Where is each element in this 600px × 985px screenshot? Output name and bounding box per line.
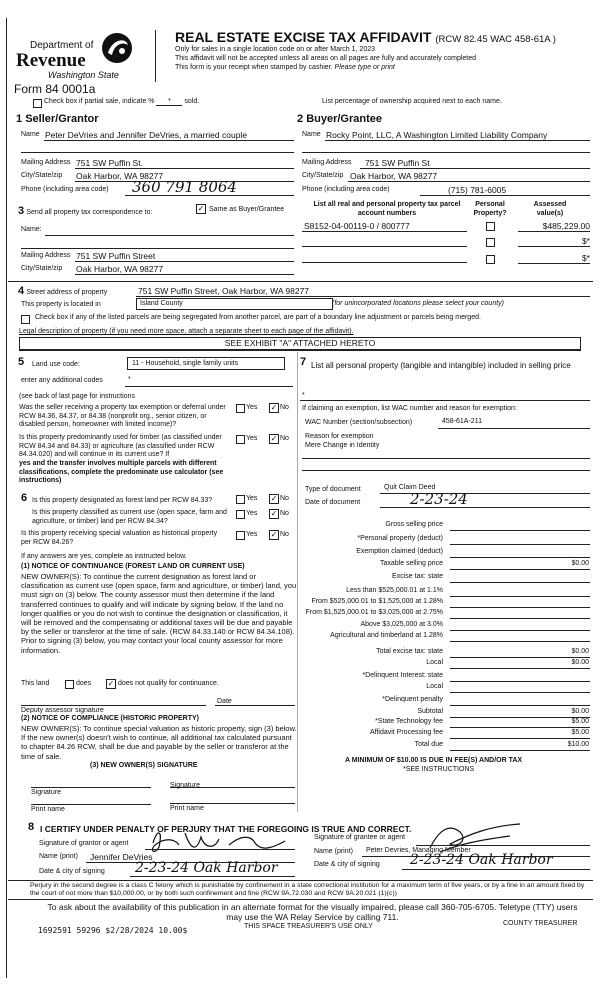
segregated-checkbox[interactable] — [21, 315, 30, 324]
ownership-note: List percentage of ownership acquired next to each name. — [322, 98, 502, 105]
grantee-date-line — [402, 869, 590, 870]
notice1-body: NEW OWNER(S): To continue the current designation as forest land or classification as current use (open space, farm and agriculture, or timber) land, you must sign on (3) below. The county assessor must then determine if the land transferred continues to qualify and will indicate by signing below. If the land no longer qualifies or you do not wish to continue the designation or classification, it will be removed and the compensating or additional taxes will be due and payable by the seller or transferor at the time of sale. (RCW 84.33.140 or RCW 84.34.108). Prior to signing (3) below, you may contact your local county assessor for more information. — [21, 572, 297, 655]
sec6-q3-no-checkbox[interactable]: ✓ — [270, 530, 278, 539]
tax-row-line — [450, 596, 590, 597]
reason-label: Reason for exemption — [305, 433, 374, 440]
subtitle-2: This affidavit will not be accepted unless all areas on all pages are fully and accurately completed — [175, 55, 477, 62]
doc-type-field[interactable]: Quit Claim Deed — [384, 484, 436, 491]
doc-date-field[interactable]: 2-23-24 — [410, 490, 468, 508]
grantee-name-label: Name (print) — [314, 848, 353, 855]
certify-statement: I CERTIFY UNDER PENALTY OF PERJURY THAT THE FOREGOING IS TRUE AND CORRECT. — [40, 824, 412, 834]
same-as-buyer-checkbox[interactable]: ✓ — [197, 204, 205, 213]
reason-line-1 — [302, 458, 590, 459]
assessor-sig-line — [21, 705, 206, 706]
tax-row-line — [450, 607, 590, 608]
sec5-q1-no-checkbox[interactable]: ✓ — [270, 403, 278, 412]
grantor-date-label: Date & city of signing — [39, 868, 105, 875]
does-not-label: does not qualify for continuance. — [118, 680, 219, 687]
buyer-mail-line — [360, 168, 590, 169]
tax-row-label: From $1,525,000.01 to $3,025,000 at 2.75% — [305, 609, 443, 616]
seller-mail-label: Mailing Address — [21, 159, 71, 166]
tax-row-line — [450, 582, 590, 583]
tax-row-line — [450, 557, 590, 558]
tax-row-line — [450, 544, 590, 545]
subtitle-1: Only for sales in a single location code on or after March 1, 2023 — [175, 46, 375, 53]
dept-line1: Department of — [30, 40, 94, 51]
tax-row-label: Excise tax: state — [392, 573, 443, 580]
see-instructions-note: *SEE INSTRUCTIONS — [403, 766, 475, 773]
tax-row-label: Agricultural and timberland at 1.28% — [330, 632, 443, 639]
sec3-name-line — [45, 235, 294, 236]
sec5-q1-yes-checkbox[interactable] — [236, 404, 245, 413]
sec4-street-line — [136, 296, 590, 297]
tax-row-label: Subtotal — [417, 708, 443, 715]
yes-label: Yes — [246, 404, 258, 411]
owner-sig-label-1: Signature — [31, 789, 61, 796]
segregated-label: Check box if any of the listed parcels are being segregated from another parcel, are part of a boundary line adjustment or parcels being merged. — [35, 314, 481, 321]
grantee-date-label: Date & city of signing — [314, 861, 380, 868]
tax-row-value[interactable]: $0.00 — [571, 560, 589, 567]
seller-name-line — [44, 140, 294, 141]
county-treasurer-label: COUNTY TREASURER — [503, 920, 578, 927]
tax-row-line — [450, 727, 590, 728]
sec3-mail-label: Mailing Address — [21, 252, 71, 259]
tax-row-line — [450, 569, 590, 570]
seller-phone-field[interactable]: 360 791 8064 — [132, 178, 237, 196]
buyer-phone-line — [420, 195, 590, 196]
subtitle-3: This form is your receipt when stamped by cashier. Please type or print — [175, 64, 395, 71]
parcel-number-1[interactable]: S8152-04-00119-0 / 800777 — [304, 221, 410, 231]
tax-row-value[interactable]: $0.00 — [571, 659, 589, 666]
assessor-date-label: Date — [217, 698, 232, 705]
legal-desc-field[interactable]: SEE EXHIBIT "A" ATTACHED HERETO — [19, 337, 581, 350]
sec6-q2-no-checkbox[interactable]: ✓ — [270, 509, 278, 518]
owner-print-line-1 — [31, 804, 151, 805]
sec7-value[interactable]: * — [302, 392, 305, 399]
treasurer-stamp: 1692591 59296 $2/28/2024 10.00$ — [38, 926, 188, 935]
seller-city-field[interactable]: Oak Harbor, WA 98277 — [76, 171, 164, 181]
tax-row-label: Total due — [414, 741, 443, 748]
tax-row-line — [450, 750, 590, 751]
tax-row-label: From $525,000.01 to $1,525,000 at 1.28% — [311, 598, 443, 605]
sec6-q2: Is this property classified as current use (open space, farm and agriculture, or timber) land per RCW 84.34? — [32, 509, 227, 525]
yes-label: Yes — [246, 510, 258, 517]
tax-row-line — [450, 681, 590, 682]
additional-codes-label: enter any additional codes — [21, 377, 103, 384]
buyer-name-label: Name — [302, 131, 321, 138]
doc-date-line — [380, 507, 590, 508]
personal-property-header: Personal Property? — [473, 201, 507, 217]
tax-row-value[interactable]: $5.00 — [571, 718, 589, 725]
sec6-num: 6 — [21, 492, 28, 504]
tax-row-label: *Delinquent penalty — [382, 696, 443, 703]
accessibility-note: To ask about the availability of this publication in an alternate format for the visually impaired, please call 360-705-6705. Teletype (TTY) users may use the WA Relay Service by calling 711. — [47, 902, 578, 922]
tax-row-label: Local — [426, 683, 443, 690]
no-label: No — [280, 531, 289, 538]
no-label: No — [280, 404, 289, 411]
tax-row-line — [450, 692, 590, 693]
sec7-num: 7 — [300, 356, 307, 368]
land-use-select[interactable]: 11 - Household, single family units — [127, 357, 285, 370]
sec6-q3: Is this property receiving special valuation as historical property per RCW 84.26? — [21, 530, 218, 546]
seller-name-line2 — [21, 152, 294, 153]
sec7-line — [300, 400, 590, 401]
does-not-checkbox[interactable]: ✓ — [107, 679, 115, 688]
tax-row-line — [450, 705, 590, 706]
form-number: Form 84 0001a — [14, 82, 96, 96]
tax-row-label: Affidavit Processing fee — [369, 729, 443, 736]
sec5-num: 5 — [18, 356, 25, 368]
notice2-body: NEW OWNER(S): To continue special valuation as historic property, sign (3) below. If the new owner(s) doesn't wish to continue, all additional tax calculated pursuant to chapter 84.26 RCW, shall be due and payable by the seller or transferor at the time of sale. — [21, 724, 297, 761]
sec4-street-field[interactable]: 751 SW Puffin Street, Oak Harbor, WA 98277 — [138, 286, 310, 296]
partial-sale-label: Check box if partial sale, indicate % * sold. — [44, 98, 200, 105]
owner-print-label-1: Print name — [31, 806, 65, 813]
tax-row-label: Exemption claimed (deduct) — [356, 548, 443, 555]
sec5-q2: Is this property predominantly used for timber (as classified under RCW 84.34 and 84.33) or agriculture (as classified under RCW 84.34.020) and will continue in its current use? If — [19, 434, 222, 459]
sec5-q2-yes-checkbox[interactable] — [236, 435, 245, 444]
tax-row-line — [450, 668, 590, 669]
assessed-line-3 — [518, 263, 590, 264]
seller-heading: 1 Seller/Grantor — [16, 113, 99, 125]
no-label: No — [280, 510, 289, 517]
tax-row-label: Less than $525,000.01 at 1.1% — [346, 587, 443, 594]
no-label: No — [280, 435, 289, 442]
does-label: does — [76, 680, 92, 687]
yes-label: Yes — [246, 495, 258, 502]
tax-row-line — [450, 738, 590, 739]
buyer-name-line — [325, 140, 590, 141]
grantor-name-label: Name (print) — [39, 853, 78, 860]
reason-field[interactable]: Mere Change in Identity — [305, 442, 380, 449]
seller-phone-label: Phone (including area code) — [21, 186, 109, 193]
sec3-city-field[interactable]: Oak Harbor, WA 98277 — [76, 264, 164, 274]
accessibility-rule — [8, 899, 593, 900]
parcel-header: List all real and personal property tax parcel account numbers — [313, 201, 461, 217]
if-any-note: If any answers are yes, complete as instructed below. — [21, 553, 187, 560]
personal-property-checkbox-1[interactable] — [486, 222, 495, 231]
buyer-city-line — [348, 181, 590, 182]
buyer-name-field[interactable]: Rocky Point, LLC, A Washington Limited Liability Company — [326, 130, 548, 140]
sec3-city-line — [75, 274, 294, 275]
legal-desc-line — [19, 350, 581, 351]
left-margin-rule — [6, 18, 7, 978]
buyer-phone-field[interactable]: (715) 781-6005 — [448, 185, 507, 195]
buyer-phone-label: Phone (including area code) — [302, 186, 390, 193]
same-as-buyer-label: Same as Buyer/Grantee — [209, 206, 285, 213]
buyer-city-label: City/State/zip — [302, 172, 344, 179]
assessed-value-2[interactable]: $* — [581, 236, 590, 246]
buyer-mail-label: Mailing Address — [302, 159, 352, 166]
personal-property-checkbox-2[interactable] — [486, 238, 495, 247]
tax-row-line — [450, 641, 590, 642]
land-use-label: Land use code: — [32, 361, 80, 368]
new-owner-sig-heading: (3) NEW OWNER(S) SIGNATURE — [90, 762, 198, 769]
grantee-date-field[interactable]: 2-23-24 Oak Harbor — [410, 852, 553, 868]
sec3-mail-line — [75, 261, 294, 262]
parcel-line-2 — [302, 246, 467, 247]
treasurer-use-only: THIS SPACE TREASURER'S USE ONLY — [244, 923, 373, 930]
sec3-city-label: City/State/zip — [21, 265, 63, 272]
tax-row-label: *Personal property (deduct) — [357, 535, 443, 542]
tax-row-value[interactable]: $5.00 — [571, 729, 589, 736]
legal-desc-label: Legal description of property (if you need more space, attach a separate sheet to each page of the affidavit). — [19, 328, 354, 335]
notice1-title: (1) NOTICE OF CONTINUANCE (FOREST LAND OR CURRENT USE) — [21, 563, 245, 570]
sec3-name-label: Name: — [21, 226, 42, 233]
owner-sig-line-1 — [31, 787, 151, 788]
seller-name-field[interactable]: Peter DeVries and Jennifer DeVries, a married couple — [45, 130, 248, 140]
yes-label: Yes — [246, 435, 258, 442]
header-divider — [155, 30, 156, 82]
does-checkbox[interactable] — [65, 680, 74, 689]
section-divider-4 — [8, 281, 593, 282]
perjury-rule — [8, 880, 593, 881]
tax-row-line — [450, 630, 590, 631]
grantor-sig-line — [145, 849, 295, 850]
sec6-q1-no-checkbox[interactable]: ✓ — [270, 494, 278, 503]
buyer-city-field[interactable]: Oak Harbor, WA 98277 — [350, 171, 438, 181]
wac-label: WAC Number (section/subsection) — [305, 419, 413, 426]
seller-phone-line — [125, 195, 294, 196]
sec6-q1-yes-checkbox[interactable] — [236, 495, 245, 504]
dept-logo-text: Revenue — [16, 50, 86, 71]
grantor-sig-label: Signature of grantor or agent — [39, 840, 129, 847]
sec3-name-line2 — [21, 248, 294, 249]
tax-row-line — [450, 657, 590, 658]
grantor-name-field[interactable]: Jennifer DeVries — [90, 852, 153, 862]
sec4-located-label: This property is located in — [21, 301, 101, 308]
grantee-sig-label: Signature of grantee or agent — [314, 834, 406, 841]
tax-row-label: Above $3,025,000 at 3.0% — [360, 621, 443, 628]
this-land-label: This land — [21, 680, 50, 687]
assessed-line-2 — [518, 246, 590, 247]
exemption-label: If claiming an exemption, list WAC number and reason for exemption: — [302, 405, 517, 412]
tax-row-label: Total excise tax: state — [376, 648, 443, 655]
owner-sig-label-2: Signature — [170, 782, 200, 789]
tax-row-value[interactable]: $10.00 — [567, 741, 589, 748]
buyer-name-line2 — [302, 152, 590, 153]
tax-row-line — [450, 530, 590, 531]
county-note: (for unincorporated locations please select your county) — [332, 300, 504, 307]
seller-mail-line — [75, 168, 294, 169]
sec5-q2b: yes and the transfer involves multiple parcels with different classifications, complete the predominate use calculator (see instructions) — [19, 460, 224, 485]
tax-row-value[interactable]: $0.00 — [571, 708, 589, 715]
wac-line — [438, 428, 590, 429]
grantor-signature-image — [145, 825, 300, 855]
sec8-num: 8 — [28, 821, 35, 833]
dept-line3: Washington State — [48, 70, 119, 80]
reason-line-2 — [302, 470, 590, 471]
owner-print-line-2 — [170, 803, 295, 804]
minimum-note: A MINIMUM OF $10.00 IS DUE IN FEE(S) AND/OR TAX — [345, 757, 523, 764]
county-select[interactable]: Island County — [136, 298, 333, 310]
seller-city-label: City/State/zip — [21, 172, 63, 179]
sec5-q2-no-checkbox[interactable]: ✓ — [270, 434, 278, 443]
buyer-mail-field[interactable]: 751 SW Puffin St — [365, 158, 430, 168]
tax-row-label: Gross selling price — [385, 521, 443, 528]
assessor-sig-label: Deputy assessor signature — [21, 707, 104, 714]
grantor-date-field[interactable]: 2-23-24 Oak Harbor — [135, 860, 278, 876]
no-label: No — [280, 495, 289, 502]
doc-date-label: Date of document — [305, 499, 361, 506]
yes-label: Yes — [246, 531, 258, 538]
additional-codes-line — [125, 386, 293, 387]
notice2-title: (2) NOTICE OF COMPLIANCE (HISTORIC PROPERTY) — [21, 715, 199, 722]
buyer-heading: 2 Buyer/Grantee — [297, 113, 382, 125]
form-title: REAL ESTATE EXCISE TAX AFFIDAVIT (RCW 82.45 WAC 458-61A ) — [175, 29, 556, 45]
partial-sale-checkbox[interactable] — [33, 99, 42, 108]
revenue-logo-icon — [100, 31, 134, 65]
column-divider — [297, 352, 298, 812]
perjury-statement: Perjury in the second degree is a class C felony which is punishable by confinement in a state correctional institution for a maximum term of five years, or by a fine in an amount fixed by the court of not more than $10,000.00, or by both such confinement and fine (RCW 9A.72.030 and RCW 9A.20.021 (1)(c)) — [30, 882, 585, 897]
see-back-note: (see back of last page for instructions — [19, 393, 135, 400]
assessed-value-3[interactable]: $* — [581, 253, 590, 263]
grantor-date-line — [130, 876, 295, 877]
additional-codes-field[interactable]: * — [128, 376, 131, 383]
tax-row-line — [450, 618, 590, 619]
sec6-q3-yes-checkbox[interactable] — [236, 531, 245, 540]
grantee-name-field[interactable]: Peter Devries, Managing Member — [366, 847, 471, 854]
seller-name-label: Name — [21, 131, 40, 138]
sec3-mail-field[interactable]: 751 SW Puffin Street — [76, 251, 156, 261]
sec4-street-label: 4 Street address of property — [18, 285, 108, 297]
doc-type-label: Type of document — [305, 486, 361, 493]
parcel-line-3 — [302, 262, 467, 263]
parcel-line-1 — [302, 231, 467, 232]
personal-property-checkbox-3[interactable] — [486, 255, 495, 264]
sec6-q2-yes-checkbox[interactable] — [236, 510, 245, 519]
tax-row-label: *State Technology fee — [375, 718, 443, 725]
tax-row-label: *Delinquent Interest: state — [362, 672, 443, 679]
seller-mail-field[interactable]: 751 SW Puffin St. — [76, 158, 143, 168]
assessed-value-1[interactable]: $485,229.00 — [542, 221, 590, 231]
assessed-value-header: Assessed value(s) — [533, 201, 567, 217]
sec7-label: List all personal property (tangible and intangible) included in selling price — [311, 361, 571, 370]
sec5-q1: Was the seller receiving a property tax exemption or deferral under RCW 84.36, 84.37, or 84.38 (nonprofit org., senior citizen, or disabled person, homeowner with limited income)? — [19, 404, 226, 429]
assessed-line-1 — [518, 231, 590, 232]
tax-row-label: Local — [426, 659, 443, 666]
owner-print-label-2: Print name — [170, 805, 204, 812]
tax-row-value[interactable]: $0.00 — [571, 648, 589, 655]
wac-field[interactable]: 458-61A-211 — [442, 418, 482, 425]
assessor-date-line — [215, 705, 295, 706]
tax-row-label: Taxable selling price — [379, 560, 443, 567]
partial-sale-input[interactable]: * — [156, 98, 182, 106]
grantee-sig-line — [416, 845, 590, 846]
sec3-label: 3 Send all property tax correspondence to: — [18, 205, 153, 217]
sec6-q1: Is this property designated as forest land per RCW 84.33? — [32, 497, 213, 504]
